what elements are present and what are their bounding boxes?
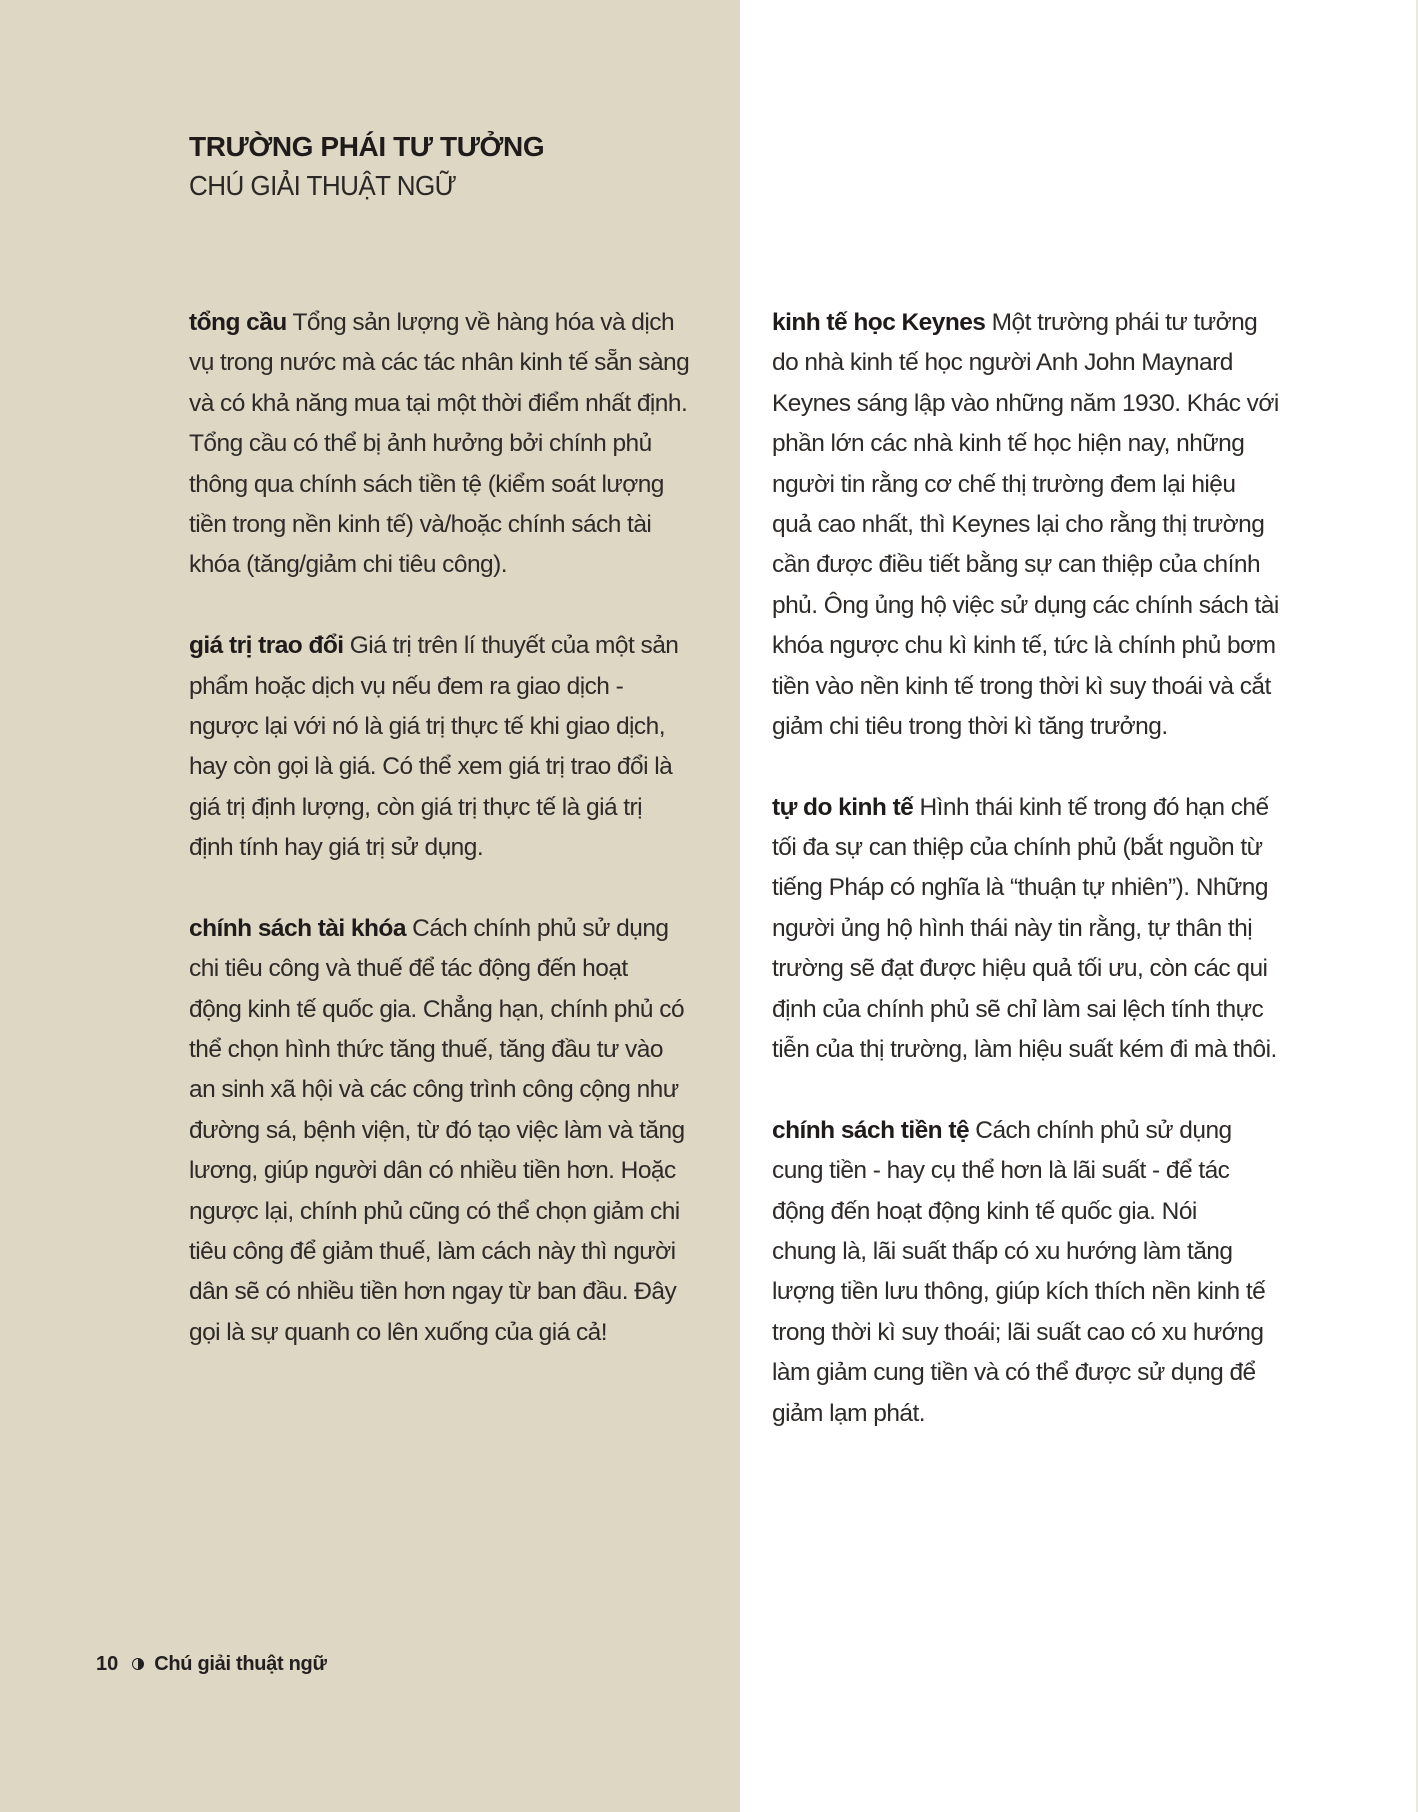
page-number: 10 <box>96 1652 119 1675</box>
definition-text: phần lớn các nhà kinh tế học hiện nay, những <box>772 430 1245 458</box>
definition-text: Tổng cầu có thể bị ảnh hưởng bởi chính phủ <box>189 430 652 458</box>
entry-line <box>772 1111 1372 1151</box>
definition-text: trong thời kì suy thoái; lãi suất cao có xu hướng <box>772 1318 1264 1346</box>
entry-line <box>189 1030 729 1070</box>
definition-text: Hình thái kinh tế trong đó hạn chế <box>913 793 1269 821</box>
definition-text: Một trường phái tư tưởng <box>985 309 1258 336</box>
entry-line <box>189 747 729 787</box>
definition-text: khóa ngược chu kì kinh tế, tức là chính phủ bơm <box>772 632 1276 660</box>
glossary-entry <box>189 303 729 586</box>
entry-line <box>189 788 729 828</box>
definition-text: do nhà kinh tế học người Anh John Maynard <box>772 349 1233 377</box>
definition-text: lương, giúp người dân có nhiều tiền hơn. Hoặc <box>189 1157 676 1185</box>
entry-line <box>189 1111 729 1151</box>
definition-text: giảm chi tiêu trong thời kì tăng trưởng. <box>772 712 1168 740</box>
entry-line <box>189 384 729 424</box>
entry-line <box>772 1151 1372 1191</box>
definition-text: người tin rằng cơ chế thị trường đem lại hiệu <box>772 470 1236 498</box>
entry-line <box>189 465 729 505</box>
definition-text: thông qua chính sách tiền tệ (kiểm soát lượng <box>189 470 664 498</box>
entry-line <box>772 1313 1372 1353</box>
definition-text: tiếng Pháp có nghĩa là “thuận tự nhiên”). Những <box>772 874 1268 902</box>
entry-line <box>772 303 1372 343</box>
glossary-entry <box>772 1111 1372 1434</box>
entry-line <box>772 788 1372 828</box>
entry-line <box>189 1272 729 1312</box>
page-subtitle: CHÚ GIẢI THUẬT NGỮ <box>189 170 457 201</box>
entry-line <box>189 707 729 747</box>
entry-line <box>772 1353 1372 1393</box>
page-title: TRƯỜNG PHÁI TƯ TƯỞNG <box>189 131 545 162</box>
entry-line <box>189 1313 729 1353</box>
definition-text: khóa (tăng/giảm chi tiêu công). <box>189 551 507 579</box>
glossary-term: tự do kinh tế <box>772 793 914 821</box>
definition-text: hay còn gọi là giá. Có thể xem giá trị trao đổi là <box>189 753 673 781</box>
definition-text: lượng tiền lưu thông, giúp kích thích nền kinh tế <box>772 1278 1266 1306</box>
entry-line <box>772 990 1372 1030</box>
entry-line <box>772 1394 1372 1434</box>
glossary-term: kinh tế học Keynes <box>772 309 986 336</box>
entry-line <box>189 343 729 383</box>
definition-text: đường sá, bệnh viện, từ đó tạo việc làm và tăng <box>189 1116 685 1144</box>
definition-text: tiễn của thị trường, làm hiệu suất kém đi mà thôi. <box>772 1036 1277 1064</box>
glossary-term: chính sách tiền tệ <box>772 1116 970 1144</box>
definition-text: an sinh xã hội và các công trình công cộng như <box>189 1076 679 1104</box>
entry-line <box>772 343 1372 383</box>
entry-line <box>189 1232 729 1272</box>
definition-text: cần được điều tiết bằng sự can thiệp của chính <box>772 551 1261 579</box>
page-footer <box>96 1650 327 1678</box>
definition-text: giảm lạm phát. <box>772 1399 925 1427</box>
definition-text: giá trị định lượng, còn giá trị thực tế là giá trị <box>189 793 643 821</box>
definition-text: động đến hoạt động kinh tế quốc gia. Nói <box>772 1197 1197 1225</box>
glossary-term: tổng cầu <box>189 309 287 336</box>
entry-line <box>189 424 729 464</box>
definition-text: gọi là sự quanh co lên xuống của giá cả! <box>189 1318 608 1346</box>
definition-text: dân sẽ có nhiều tiền hơn ngay từ ban đầu. Đây <box>189 1278 677 1306</box>
definition-text: ngược lại với nó là giá trị thực tế khi giao dịch, <box>189 712 665 740</box>
definition-text: định của chính phủ sẽ chỉ làm sai lệch tính thực <box>772 995 1264 1023</box>
definition-text: Giá trị trên lí thuyết của một sản <box>343 632 679 660</box>
entry-line <box>772 707 1372 747</box>
definition-text: phủ. Ông ủng hộ việc sử dụng các chính sách tài <box>772 591 1279 619</box>
entry-line <box>772 586 1372 626</box>
definition-text: động kinh tế quốc gia. Chẳng hạn, chính phủ có <box>189 995 685 1023</box>
entry-line <box>772 1232 1372 1272</box>
half-circle-icon <box>132 1658 144 1670</box>
entry-line <box>189 505 729 545</box>
glossary-entry <box>772 788 1372 1071</box>
definition-text: làm giảm cung tiền và có thể được sử dụng để <box>772 1359 1256 1387</box>
entry-line <box>189 1070 729 1110</box>
left-column <box>189 303 729 1394</box>
entry-line <box>772 1192 1372 1232</box>
glossary-term: giá trị trao đổi <box>189 632 344 660</box>
entry-line <box>772 626 1372 666</box>
entry-line <box>772 545 1372 585</box>
entry-line <box>189 990 729 1030</box>
entry-line <box>772 505 1372 545</box>
glossary-entry <box>189 909 729 1353</box>
entry-line <box>189 545 729 585</box>
entry-line <box>189 1151 729 1191</box>
entry-line <box>772 909 1372 949</box>
definition-text: ngược lại, chính phủ cũng có thể chọn giảm chi <box>189 1197 680 1225</box>
definition-text: tiêu công để giảm thuế, làm cách này thì người <box>189 1237 676 1265</box>
definition-text: Cách chính phủ sử dụng <box>969 1116 1232 1144</box>
definition-text: chung là, lãi suất thấp có xu hướng làm tăng <box>772 1237 1233 1265</box>
footer-section-label: Chú giải thuật ngữ <box>154 1652 327 1675</box>
right-column <box>772 303 1372 1474</box>
entry-line <box>772 465 1372 505</box>
entry-line <box>189 909 729 949</box>
entry-line <box>772 1272 1372 1312</box>
entry-line <box>189 667 729 707</box>
definition-text: Cách chính phủ sử dụng <box>405 914 669 942</box>
entry-line <box>189 1192 729 1232</box>
glossary-entry <box>772 303 1372 747</box>
definition-text: tiền vào nền kinh tế trong thời kì suy thoái và cắt <box>772 672 1271 700</box>
entry-line <box>772 868 1372 908</box>
entry-line <box>772 828 1372 868</box>
definition-text: tối đa sự can thiệp của chính phủ (bắt nguồn từ <box>772 834 1263 862</box>
glossary-term: chính sách tài khóa <box>189 914 406 942</box>
definition-text: và có khả năng mua tại một thời điểm nhất định. <box>189 389 688 417</box>
definition-text: cung tiền - hay cụ thể hơn là lãi suất - để tác <box>772 1157 1230 1185</box>
entry-line <box>189 828 729 868</box>
definition-text: thể chọn hình thức tăng thuế, tăng đầu tư vào <box>189 1036 663 1064</box>
definition-text: định tính hay giá trị sử dụng. <box>189 834 484 862</box>
entry-line <box>189 949 729 989</box>
definition-text: vụ trong nước mà các tác nhân kinh tế sẵn sàng <box>189 349 690 377</box>
definition-text: Tổng sản lượng về hàng hóa và dịch <box>286 309 675 336</box>
glossary-entry <box>189 626 729 868</box>
entry-line <box>189 626 729 666</box>
entry-line <box>189 303 729 343</box>
definition-text: tiền trong nền kinh tế) và/hoặc chính sách tài <box>189 510 652 538</box>
definition-text: quả cao nhất, thì Keynes lại cho rằng thị trường <box>772 510 1265 538</box>
definition-text: người ủng hộ hình thái này tin rằng, tự thân thị <box>772 914 1253 942</box>
entry-line <box>772 424 1372 464</box>
entry-line <box>772 949 1372 989</box>
definition-text: Keynes sáng lập vào những năm 1930. Khác với <box>772 389 1279 417</box>
definition-text: phẩm hoặc dịch vụ nếu đem ra giao dịch - <box>189 672 624 700</box>
definition-text: chi tiêu công và thuế để tác động đến hoạt <box>189 955 628 983</box>
entry-line <box>772 667 1372 707</box>
entry-line <box>772 384 1372 424</box>
entry-line <box>772 1030 1372 1070</box>
definition-text: trường sẽ đạt được hiệu quả tối ưu, còn các qui <box>772 955 1268 983</box>
